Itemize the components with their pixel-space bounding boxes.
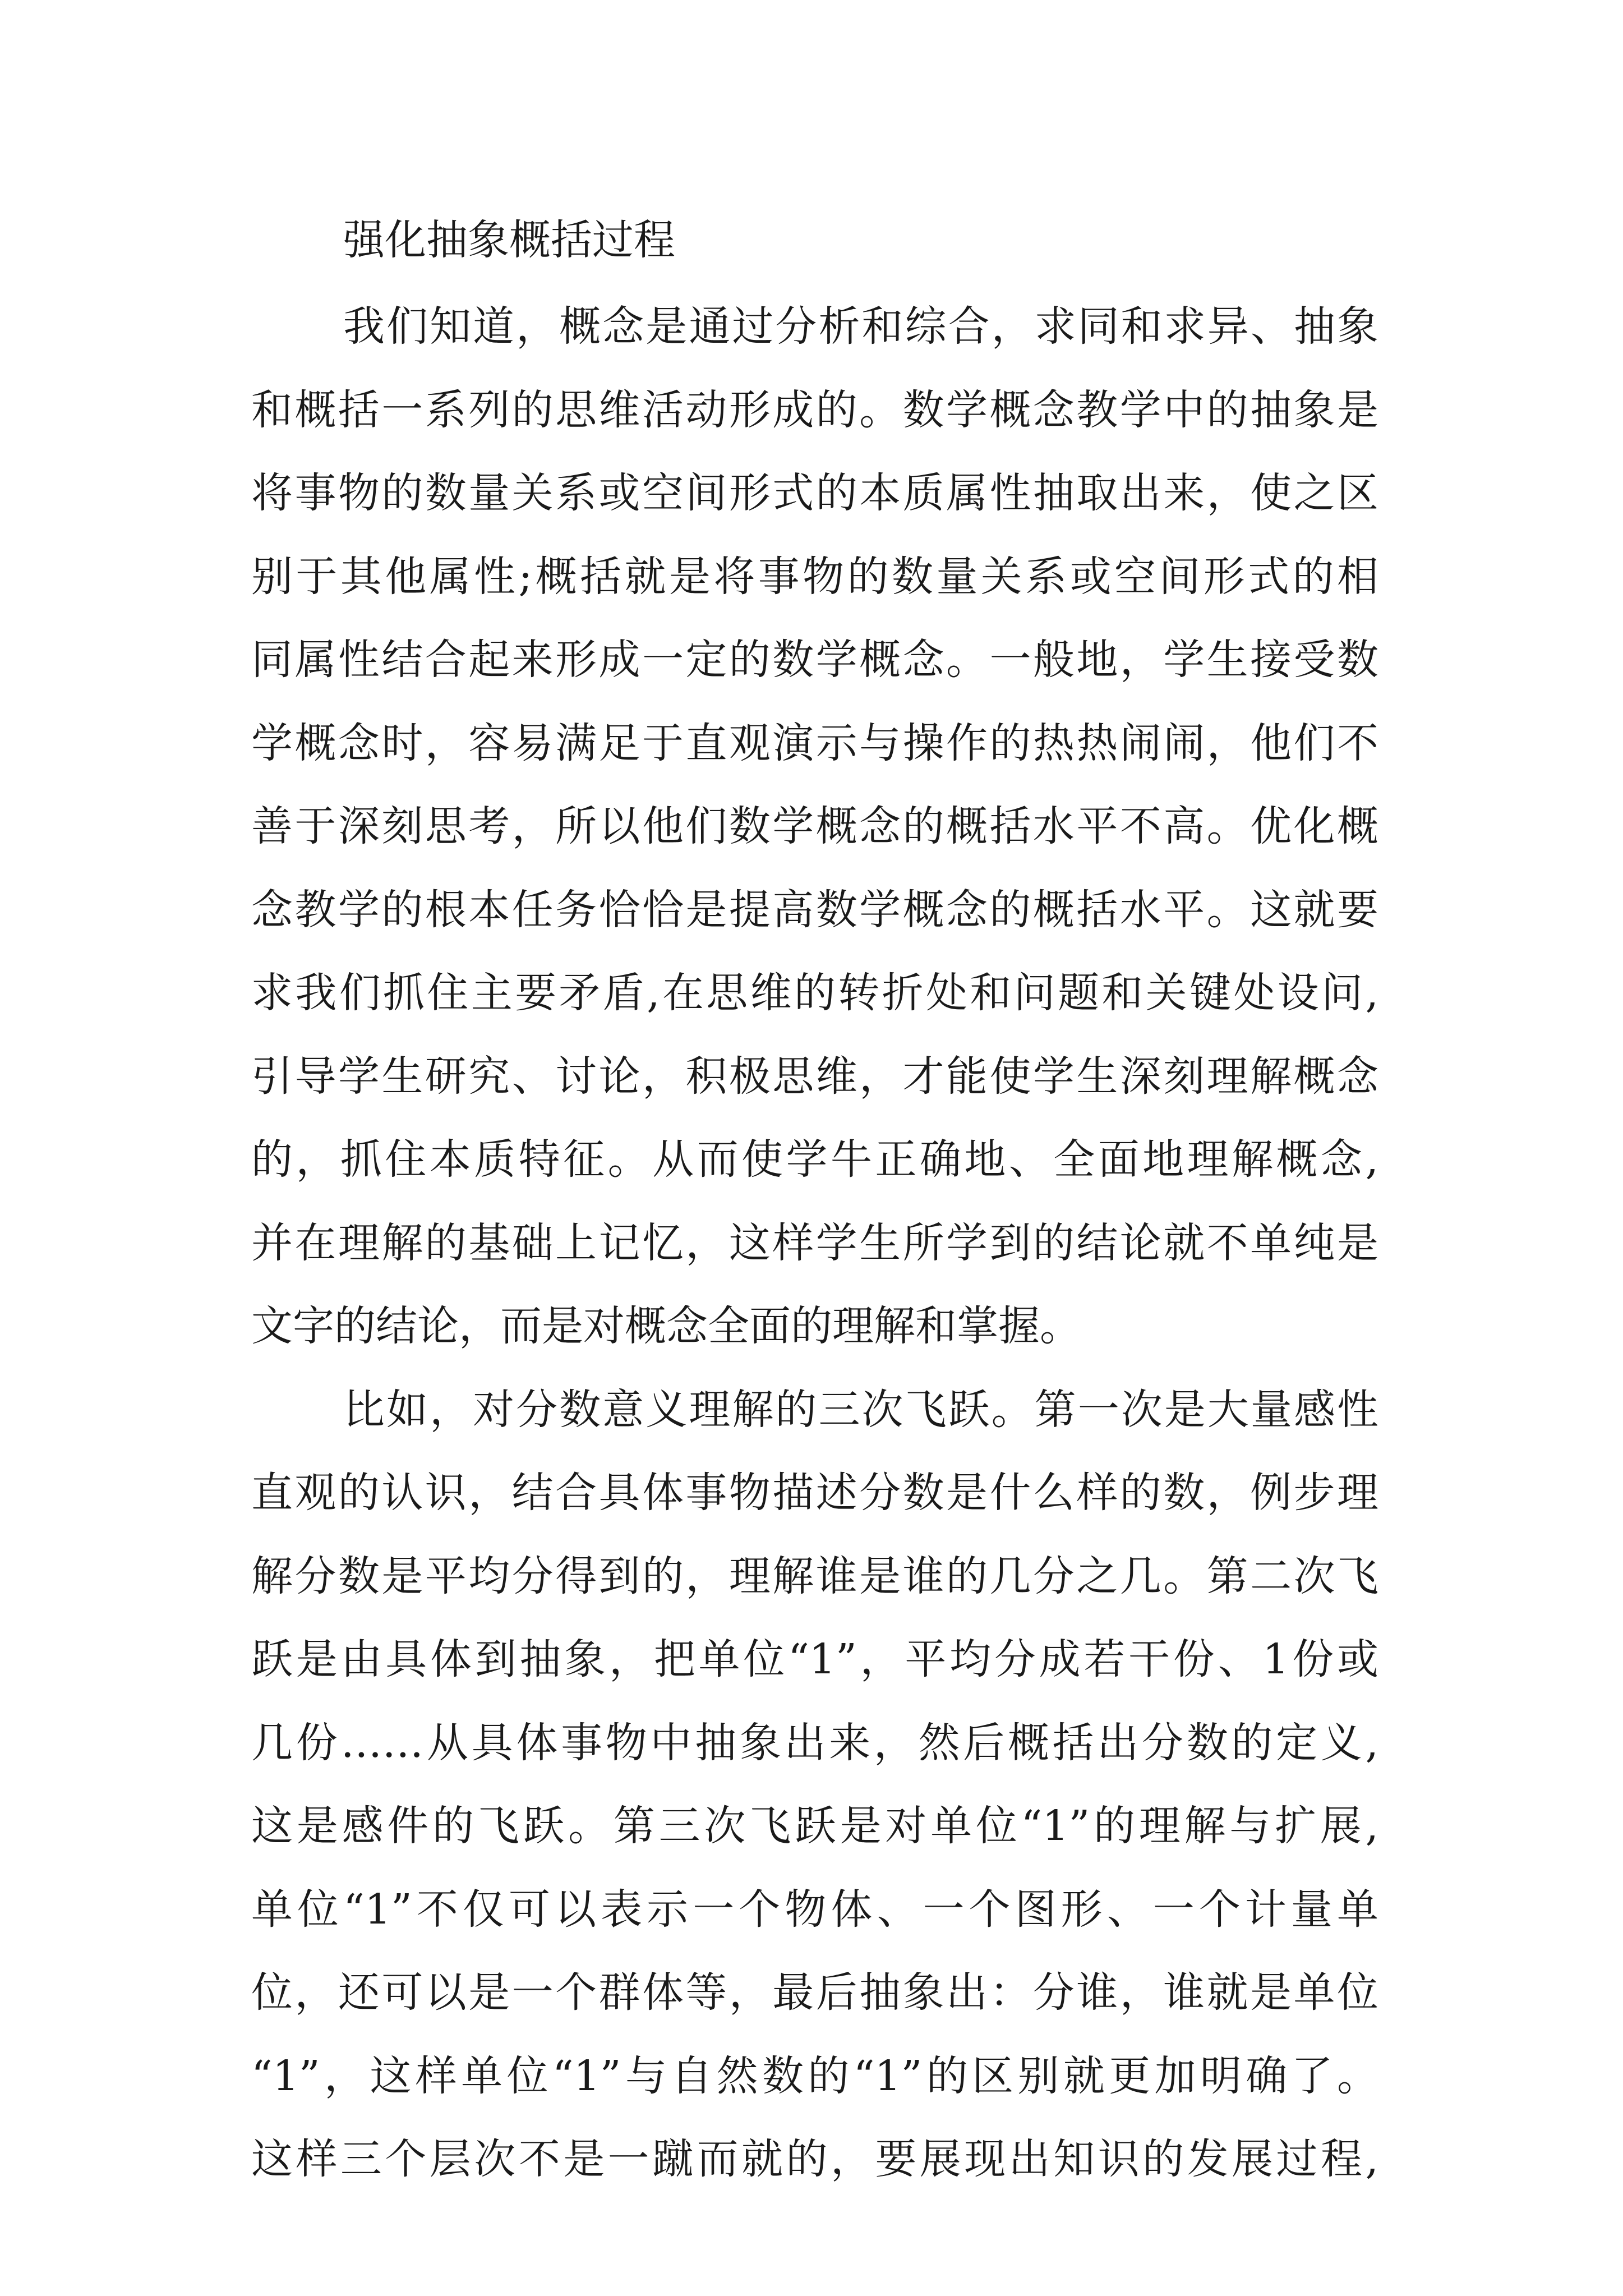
text-line: 文字的结论，而是对概念全面的理解和掌握。 [251, 1302, 1081, 1350]
text-line: 念教学的根本任务恰恰是提高数学概念的概括水平。这就要 [251, 885, 1378, 934]
text-line: 比如，对分数意义理解的三次飞跃。第一次是大量感性 [343, 1385, 1378, 1434]
text-line: 求我们抓住主要矛盾,在思维的转折处和问题和关键处设问, [251, 969, 1378, 1017]
text-line: 单位“1”不仅可以表示一个物体、一个图形、一个计量单 [251, 1885, 1378, 1934]
text-line: 我们知道，概念是通过分析和综合，求同和求异、抽象 [343, 302, 1378, 351]
text-line: 这样三个层次不是一蹴而就的，要展现出知识的发展过程, [251, 2135, 1378, 2183]
text-line: 学概念时，容易满足于直观演示与操作的热热闹闹，他们不 [251, 719, 1378, 767]
text-line: 并在理解的基础上记忆，这样学生所学到的结论就不单纯是 [251, 1218, 1378, 1267]
body-text [251, 285, 1378, 2201]
section-heading: 强化抽象概括过程 [343, 216, 675, 264]
text-line: 跃是由具体到抽象，把单位“1”，平均分成若干份、1份或 [251, 1635, 1378, 1683]
text-line: “1”，这样单位“1”与自然数的“1”的区别就更加明确了。 [251, 2051, 1378, 2100]
text-line: 解分数是平均分得到的，理解谁是谁的几分之几。第二次飞 [251, 1552, 1378, 1600]
text-line: 同属性结合起来形成一定的数学概念。一般地，学生接受数 [251, 636, 1378, 684]
text-line: 的，抓住本质特征。从而使学牛正确地、全面地理解概念, [251, 1135, 1378, 1184]
text-line: 直观的认识，结合具体事物描述分数是什么样的数，例步理 [251, 1469, 1378, 1517]
text-line: 这是感件的飞跃。第三次飞跃是对单位“1”的理解与扩展, [251, 1802, 1378, 1850]
text-line: 位，还可以是一个群体等，最后抽象出：分谁，谁就是单位 [251, 1968, 1378, 2017]
text-line: 别于其他属性;概括就是将事物的数量关系或空间形式的相 [251, 552, 1378, 601]
text-line: 几份……从具体事物中抽象出来，然后概括出分数的定义, [251, 1718, 1378, 1767]
text-line: 引导学生研究、讨论，积极思维，才能使学生深刻理解概念 [251, 1052, 1378, 1101]
text-line: 和概括一系列的思维活动形成的。数学概念教学中的抽象是 [251, 385, 1378, 434]
text-line: 将事物的数量关系或空间形式的本质属性抽取出来，使之区 [251, 469, 1378, 517]
text-line: 善于深刻思考，所以他们数学概念的概括水平不高。优化概 [251, 802, 1378, 850]
